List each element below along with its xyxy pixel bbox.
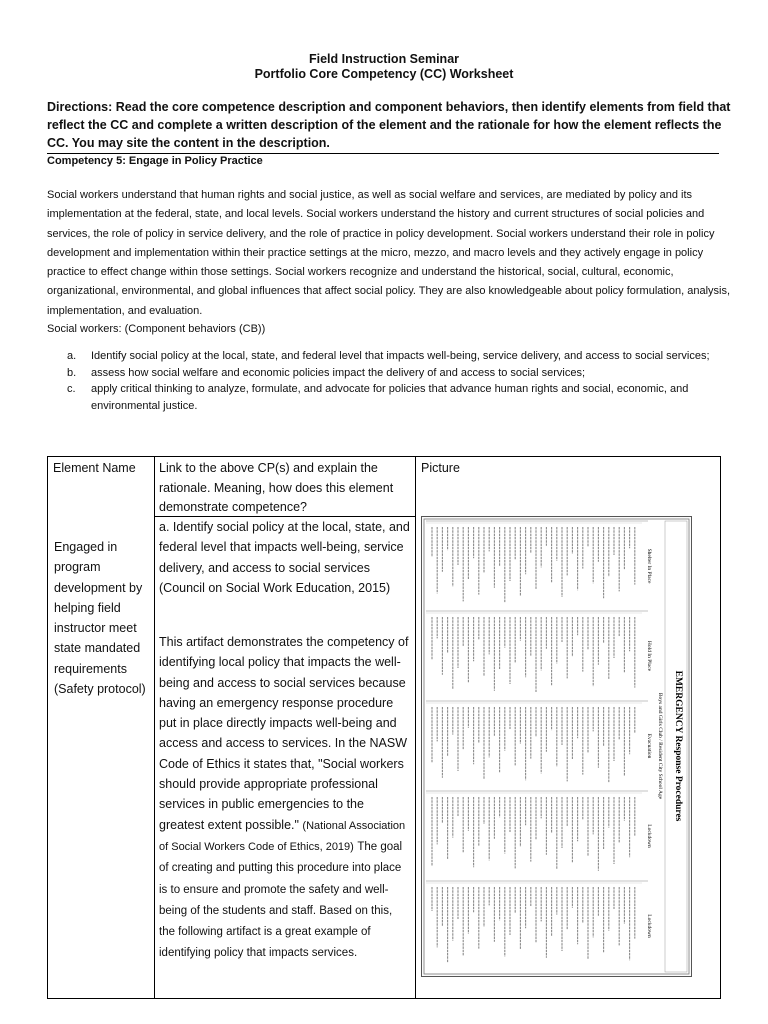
element-name-cell: Engaged in program development by helping field instructor meet state mandated requirements (Safety protocol): [54, 540, 146, 697]
directions-label: Directions:: [47, 100, 113, 114]
rationale-end: The goal of creating and putting this procedure into place is to ensure and promote the safety and well-being of the students and staff. Based on this, the following artifact is a great example of identifying policy that impacts services.: [159, 840, 403, 960]
artifact-section-heading: Lockdown: [646, 824, 652, 848]
worksheet-title: Portfolio Core Competency (CC) Worksheet: [254, 67, 514, 81]
table-column-divider: [154, 457, 155, 998]
behavior-text: Identify social policy at the local, state, and federal level that impacts well-being, service delivery, and access to social services;: [91, 350, 710, 362]
behavior-marker: a.: [67, 350, 77, 362]
header-picture: Picture: [421, 461, 460, 475]
component-behaviors-label: Social workers: (Component behaviors (CB)): [47, 323, 266, 335]
artifact-section-heading: Evacuation: [646, 733, 652, 759]
behavior-text: assess how social welfare and economic policies impact the delivery of and access to social services;: [91, 366, 586, 379]
behavior-item: [47, 348, 737, 365]
behavior-list: [47, 348, 737, 414]
header-element-name: Element Name: [53, 461, 136, 475]
behavior-marker: b.: [67, 366, 77, 379]
rationale-text: [159, 632, 411, 964]
artifact-subtitle: Boys and Girls Club / Resident City School Age: [657, 692, 663, 800]
behavior-item: [47, 365, 737, 382]
directions-text: Read the core competence description and component behaviors, then identify elements from field that reflect the CC and complete a written description of the element and the rationale for how the element reflects the CC. You may site the content in the description.: [47, 100, 731, 150]
table-column-divider: [415, 457, 416, 998]
competency-description: Social workers understand that human rights and social justice, as well as social welfare and services, are mediated by policy and its implementation at the federal, state, and local levels. Social workers understand the history and current structures of social policies and services, the role of policy in service delivery, and the role of practice in policy development. Social workers understand their role in policy development and implementation within their practice settings at the micro, mezzo, and macro levels and they actively engage in policy practice to effect change within those settings. Social workers recognize and understand the historical, social, cultural, economic, organizational, environmental, and global influences that affect social policy. They are also knowledgeable about policy formulation, analysis, implementation, and evaluation.: [47, 189, 731, 317]
artifact-section-heading: Shelter In Place: [646, 548, 652, 584]
header-link-rationale: Link to the above CP(s) and explain the rationale. Meaning, how does this element demonstrate competence?: [159, 461, 394, 514]
artifact-image: [422, 517, 691, 976]
behavior-marker: c.: [67, 383, 76, 395]
behavior-item: [47, 381, 737, 414]
competency-title: Competency 5: Engage in Policy Practice: [47, 155, 263, 167]
emergency-procedures-artifact: [421, 516, 692, 977]
rationale-citation: (National Association of Social Workers Code of Ethics, 2019): [159, 819, 406, 853]
artifact-section-heading: Hold In Place: [646, 640, 652, 672]
artifact-section-heading: Lockdown: [646, 914, 652, 938]
seminar-title: Field Instruction Seminar: [308, 52, 460, 66]
directions: [47, 98, 737, 152]
divider: [47, 153, 719, 154]
cb-reference: a. Identify social policy at the local, state, and federal level that impacts well-being, service delivery, and access to social services (Council on Social Work Education, 2015): [159, 520, 410, 595]
rationale-intro: This artifact demonstrates the competency of identifying local policy that impacts the well-being and access to social services because having an emergency response procedure put in place directly impacts well-being and access and access to services. In the NASW Code of Ethics it states that, "Social workers should provide appropriate professional services in public emergencies to the greatest extent possible.": [159, 635, 409, 832]
behavior-text: apply critical thinking to analyze, formulate, and advocate for policies that advance human rights and social, economic, and environmental justice.: [91, 383, 689, 412]
artifact-title: EMERGENCY Response Procedures: [673, 670, 683, 822]
